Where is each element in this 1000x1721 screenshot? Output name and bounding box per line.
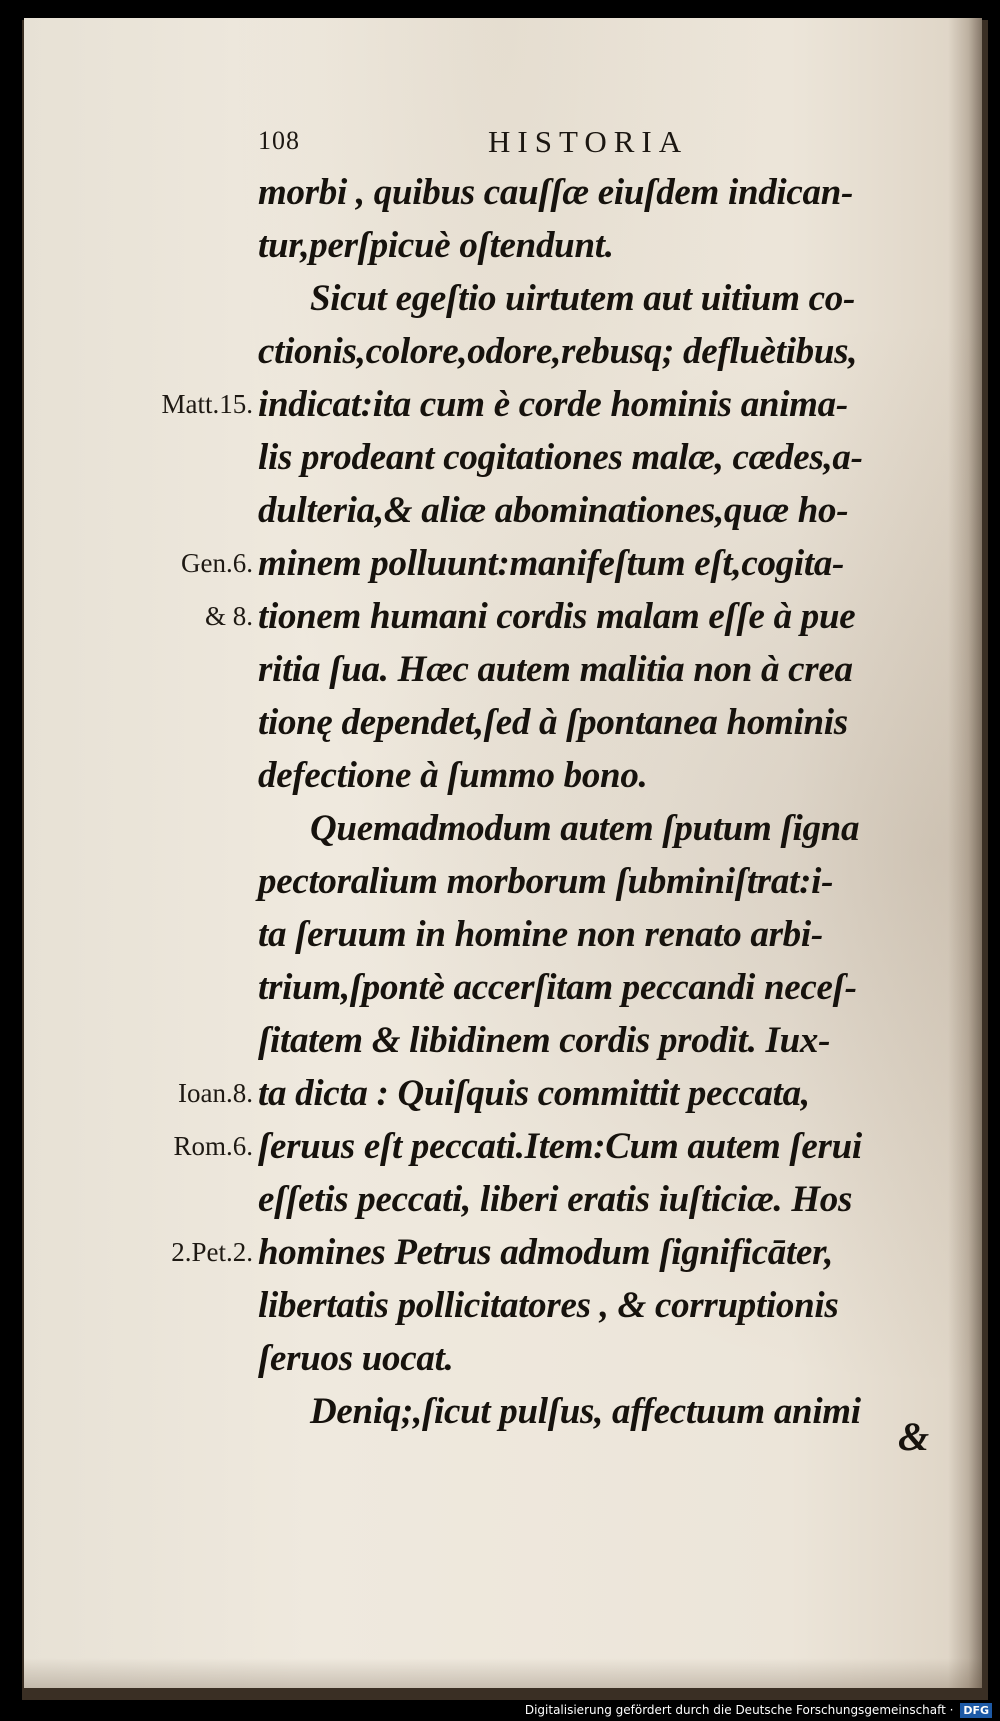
margin-note: & 8. [204, 601, 253, 631]
text-line: pectoralium morborum ſubminiſtrat:i- [258, 861, 834, 902]
text-line: morbi , quibus cauſſæ eiuſdem indican- [258, 172, 854, 213]
text-line: ſeruos uocat. [258, 1338, 454, 1379]
text-line: ta dicta : Quiſquis committit peccata, [258, 1073, 810, 1114]
text-line: ta ſeruum in homine non renato arbi- [258, 914, 823, 955]
text-line: defectione à ſummo bono. [258, 755, 648, 796]
page-bottom-shading [24, 1658, 982, 1688]
running-title: HISTORIA [488, 124, 689, 159]
text-line: trium,ſpontè accerſitam peccandi neceſ- [258, 967, 857, 1008]
body-text [258, 166, 948, 1438]
text-line: Sicut egeſtio uirtutem aut uitium co- [310, 278, 855, 319]
text-line: eſſetis peccati, liberi eratis iuſticiæ. Hos [258, 1179, 853, 1220]
margin-note: 2.Pet.2. [171, 1237, 253, 1267]
page-number: 108 [258, 126, 300, 155]
running-head [258, 124, 778, 164]
text-line: ctionis,colore,odore,rebusq; defluètibus, [258, 331, 858, 372]
text-line: tur,perſpicuè oſtendunt. [258, 225, 614, 266]
text-line: ritia ſua. Hæc autem malitia non à crea [258, 649, 853, 690]
footer-credit [525, 1703, 992, 1718]
text-line: libertatis pollicitatores , & corruptionis [258, 1285, 839, 1326]
catchword: & [898, 1414, 930, 1459]
text-line: Deniq;,ſicut pulſus, affectuum animi [310, 1391, 861, 1432]
dfg-logo: DFG [960, 1703, 992, 1718]
text-line: homines Petrus admodum ſignificāter, [258, 1232, 834, 1273]
text-line: indicat:ita cum è corde hominis anima- [258, 384, 848, 425]
margin-note: Ioan.8. [178, 1078, 253, 1108]
text-line: tionem humani cordis malam eſſe à pue [258, 596, 856, 637]
margin-note: Gen.6. [181, 548, 253, 578]
margin-note: Rom.6. [173, 1131, 253, 1161]
text-line: ſeruus eſt peccati.Item:Cum autem ſerui [258, 1126, 862, 1167]
page-edge-shading [948, 18, 982, 1688]
margin-note: Matt.15. [161, 389, 253, 419]
text-line: lis prodeant cogitationes malæ, cædes,a- [258, 437, 863, 478]
text-line: minem polluunt:manifeſtum eſt,cogita- [258, 543, 845, 584]
text-line: dulteria,& aliæ abominationes,quæ ho- [258, 490, 849, 531]
text-line: tionę dependet,ſed à ſpontanea hominis [258, 702, 848, 743]
text-line: Quemadmodum autem ſputum ſigna [310, 808, 860, 849]
footer-credit-text: Digitalisierung gefördert durch die Deutsche Forschungsgemeinschaft · [524, 1703, 954, 1717]
text-line: ſitatem & libidinem cordis prodit. Iux- [258, 1020, 831, 1061]
